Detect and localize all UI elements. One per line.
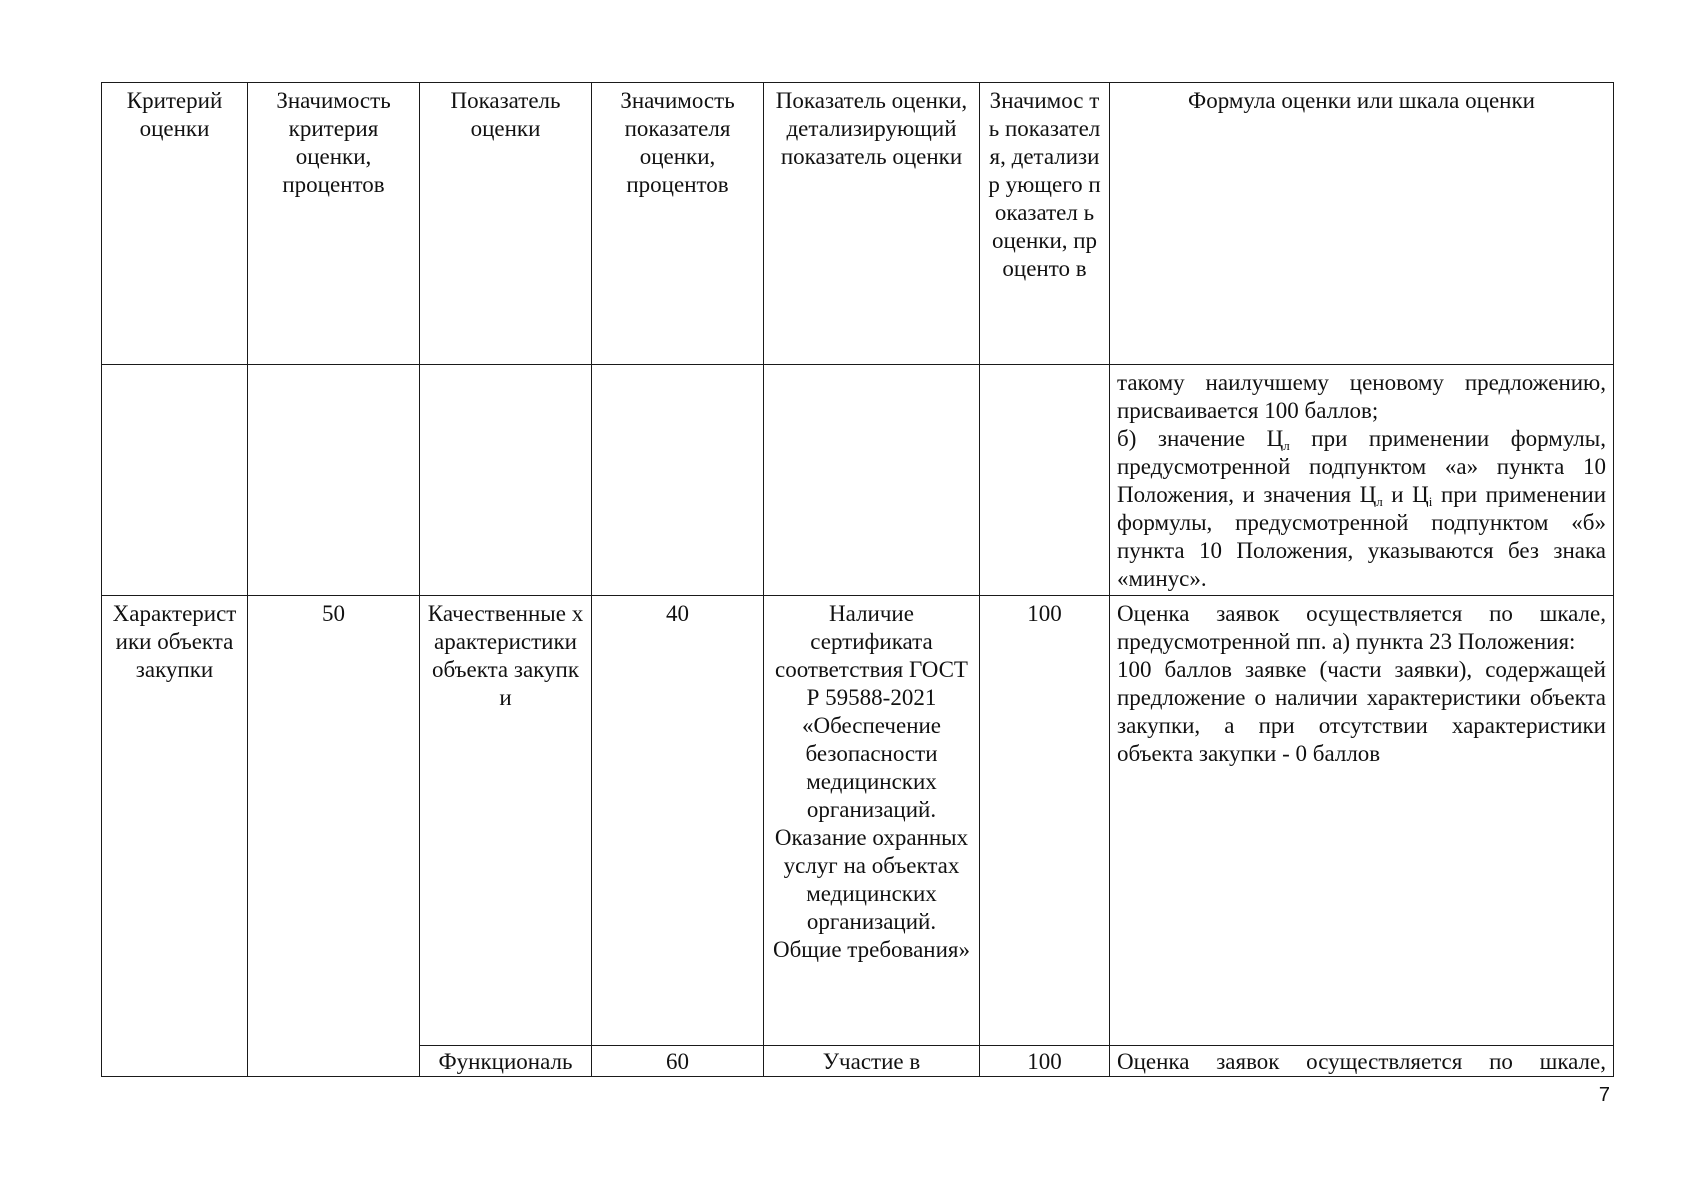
header-formula: Формула оценки или шкала оценки: [1110, 83, 1614, 365]
cell-formula: Оценка заявок осуществляется по шкале,: [1110, 1046, 1614, 1077]
cell-empty: [592, 365, 764, 596]
page-number: 7: [1598, 1084, 1610, 1106]
cell-indicator-weight: 40: [592, 596, 764, 1046]
header-detail-weight: Значимос ть показател я, детализир ующего показател ь оценки, проценто в: [980, 83, 1110, 365]
cell-detail-indicator: Наличие сертификата соответствия ГОСТ Р 59588-2021 «Обеспечение безопасности медицинских организаций. Оказание охранных услуг на объектах медицинских организаций. Общие требования»: [764, 596, 980, 1046]
cell-detail-indicator: Участие в: [764, 1046, 980, 1077]
table-row-continuation: [102, 365, 1614, 596]
header-criterion: Критерий оценки: [102, 83, 248, 365]
cell-empty: [102, 365, 248, 596]
cell-empty: [420, 365, 592, 596]
cell-empty: [248, 365, 420, 596]
cell-indicator: Качественные характеристики объекта закупки: [420, 596, 592, 1046]
cell-criterion-weight: 50: [248, 596, 420, 1077]
header-indicator: Показатель оценки: [420, 83, 592, 365]
cell-formula-continuation: такому наилучшему ценовому предложению, присваивается 100 баллов; б) значение $Ц_л$ при применении формулы, предусмотренной подпунктом «а» пункта 10 Положения, и значения $Ц_л$ и $Ц_i$ при применении формулы, предусмотренной подпунктом «б» пункта 10 Положения, указываются без знака «минус».: [1110, 365, 1614, 596]
formula-points-text: 100 баллов заявке (части заявки), содержащей предложение о наличии характеристики объекта закупки, а при отсутствии характеристики объекта закупки - 0 баллов: [1117, 657, 1606, 766]
cell-indicator-weight: 60: [592, 1046, 764, 1077]
cell-formula: [1110, 596, 1614, 1046]
cell-detail-weight: 100: [980, 1046, 1110, 1077]
cell-empty: [980, 365, 1110, 596]
header-indicator-weight: Значимость показателя оценки, процентов: [592, 83, 764, 365]
header-detail-indicator: Показатель оценки, детализирующий показатель оценки: [764, 83, 980, 365]
evaluation-criteria-table: [101, 82, 1614, 1077]
table-row-quality: [102, 596, 1614, 1046]
cell-indicator: Функциональ: [420, 1046, 592, 1077]
cell-empty: [764, 365, 980, 596]
formula-scale-text: Оценка заявок осуществляется по шкале, предусмотренной пп. а) пункта 23 Положения:: [1117, 601, 1606, 654]
table-header-row: [102, 83, 1614, 365]
cell-detail-weight: 100: [980, 596, 1110, 1046]
header-criterion-weight: Значимость критерия оценки, процентов: [248, 83, 420, 365]
cell-criterion: Характеристики объекта закупки: [102, 596, 248, 1077]
